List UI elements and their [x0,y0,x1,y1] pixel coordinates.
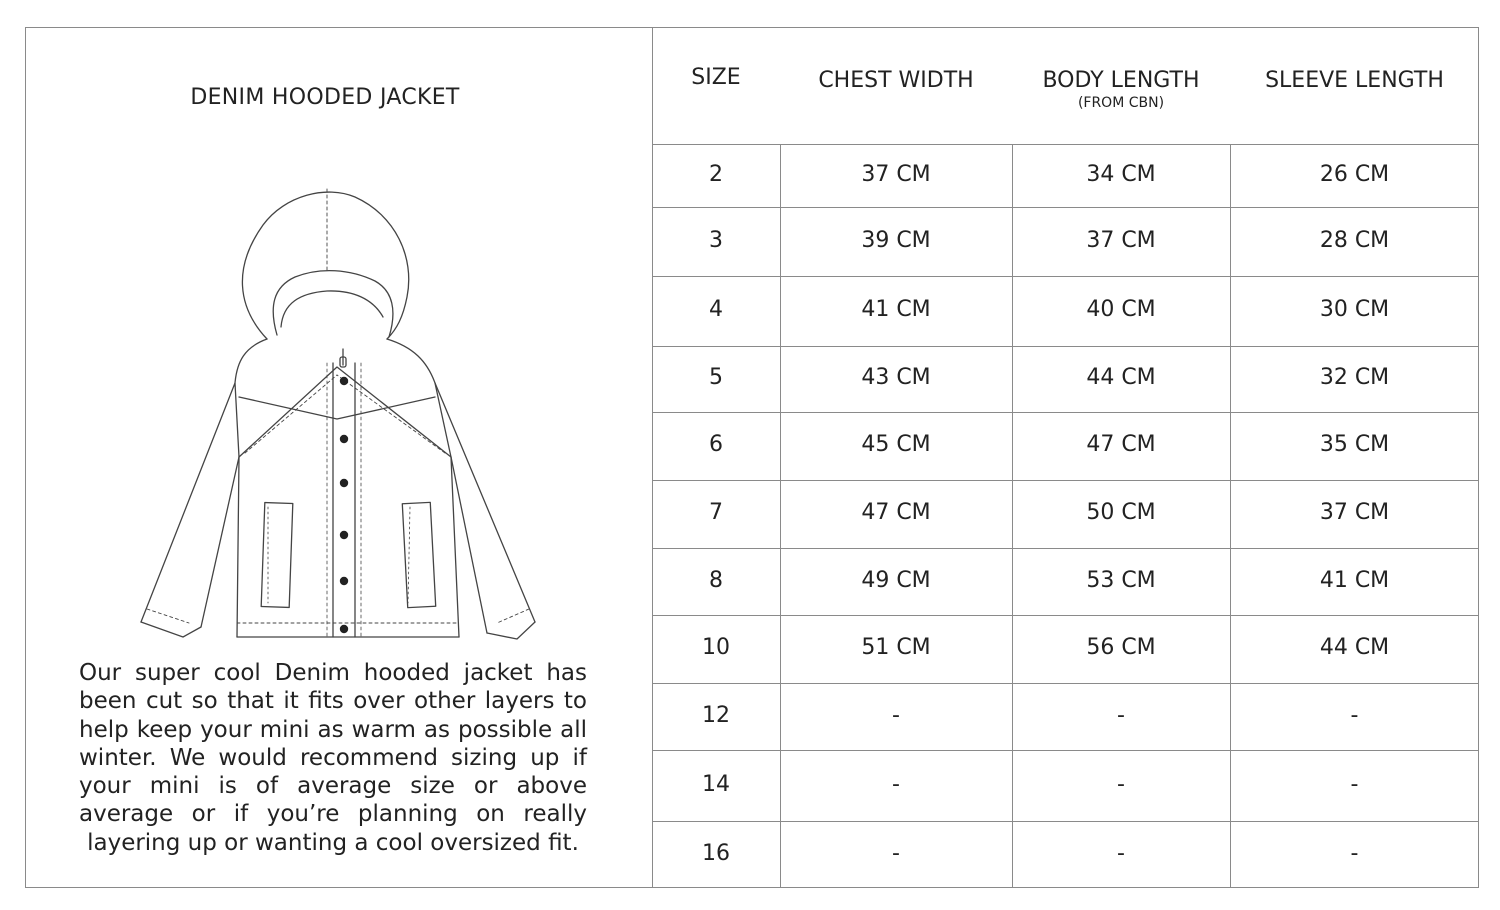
cell-sleeve: - [1350,702,1359,728]
table-row [652,615,1479,683]
header-sleeve-length [1230,27,1479,144]
cell-sleeve: 30 CM [1319,297,1390,322]
cell-chest: - [892,702,900,728]
table-row [652,480,1479,548]
header-chest-width [780,27,1012,144]
cell-chest: - [892,840,900,866]
cell-body: 56 CM [1086,635,1156,660]
cell-sleeve: 32 CM [1319,365,1390,390]
cell-body: - [1117,702,1125,728]
table-row [652,346,1479,412]
cell-sleeve: 44 CM [1319,635,1390,660]
cell-size: 12 [702,702,730,728]
cell-body: - [1117,771,1125,797]
table-row [652,276,1479,346]
cell-size: 3 [709,227,723,253]
cell-chest: - [892,771,900,797]
header-body-label: BODY LENGTH [1042,68,1200,93]
cell-sleeve: 41 CM [1319,567,1390,593]
table-row [652,683,1479,750]
cell-body: 47 CM [1086,432,1156,457]
cell-chest: 47 CM [861,500,931,525]
size-table [652,27,1479,888]
header-body-sublabel: (FROM CBN) [1077,95,1165,111]
cell-sleeve: 28 CM [1319,227,1390,253]
cell-sleeve: - [1350,771,1359,797]
cell-body: 50 CM [1086,500,1156,525]
product-panel [25,27,652,888]
cell-size: 5 [709,365,723,390]
cell-chest: 37 CM [861,161,931,187]
cell-body: 34 CM [1086,161,1156,187]
header-size [652,27,780,144]
cell-sleeve: - [1350,840,1359,866]
cell-size: 2 [709,161,723,187]
cell-chest: 51 CM [861,635,931,660]
cell-body: 40 CM [1086,297,1156,322]
cell-body: 37 CM [1086,227,1156,253]
table-row [652,207,1479,276]
cell-chest: 41 CM [861,297,931,322]
cell-size: 16 [702,840,730,866]
cell-chest: 45 CM [861,432,931,457]
header-body-length [1012,27,1230,144]
cell-size: 4 [709,297,723,322]
table-row [652,548,1479,615]
header-chest-label: CHEST WIDTH [818,68,974,93]
cell-size: 8 [709,567,723,593]
cell-body: 44 CM [1086,365,1156,390]
cell-chest: 49 CM [861,567,931,593]
table-row [652,144,1479,207]
cell-chest: 43 CM [861,365,931,390]
cell-size: 6 [709,432,723,457]
cell-body: - [1117,840,1125,866]
cell-size: 7 [709,500,723,525]
table-row [652,821,1479,888]
cell-sleeve: 35 CM [1319,432,1390,457]
product-description: Our super cool Denim hooded jacket has been cut so that it fits over other layers to help keep your mini as warm as possible all winter. We would recommend sizing up if your mini is of average size or above average or if you’re planning on really layering up or wanting a cool oversized fit. [79,660,587,856]
header-sleeve-label: SLEEVE LENGTH [1265,68,1444,93]
jacket-sketch-icon [105,157,565,647]
cell-size: 14 [702,771,730,797]
cell-size: 10 [702,635,730,660]
cell-body: 53 CM [1086,567,1156,593]
table-row [652,750,1479,821]
cell-sleeve: 37 CM [1319,500,1390,525]
cell-sleeve: 26 CM [1319,161,1390,187]
table-row [652,412,1479,480]
cell-chest: 39 CM [861,227,931,253]
header-size-label: SIZE [691,65,741,90]
product-title: DENIM HOODED JACKET [190,85,460,110]
